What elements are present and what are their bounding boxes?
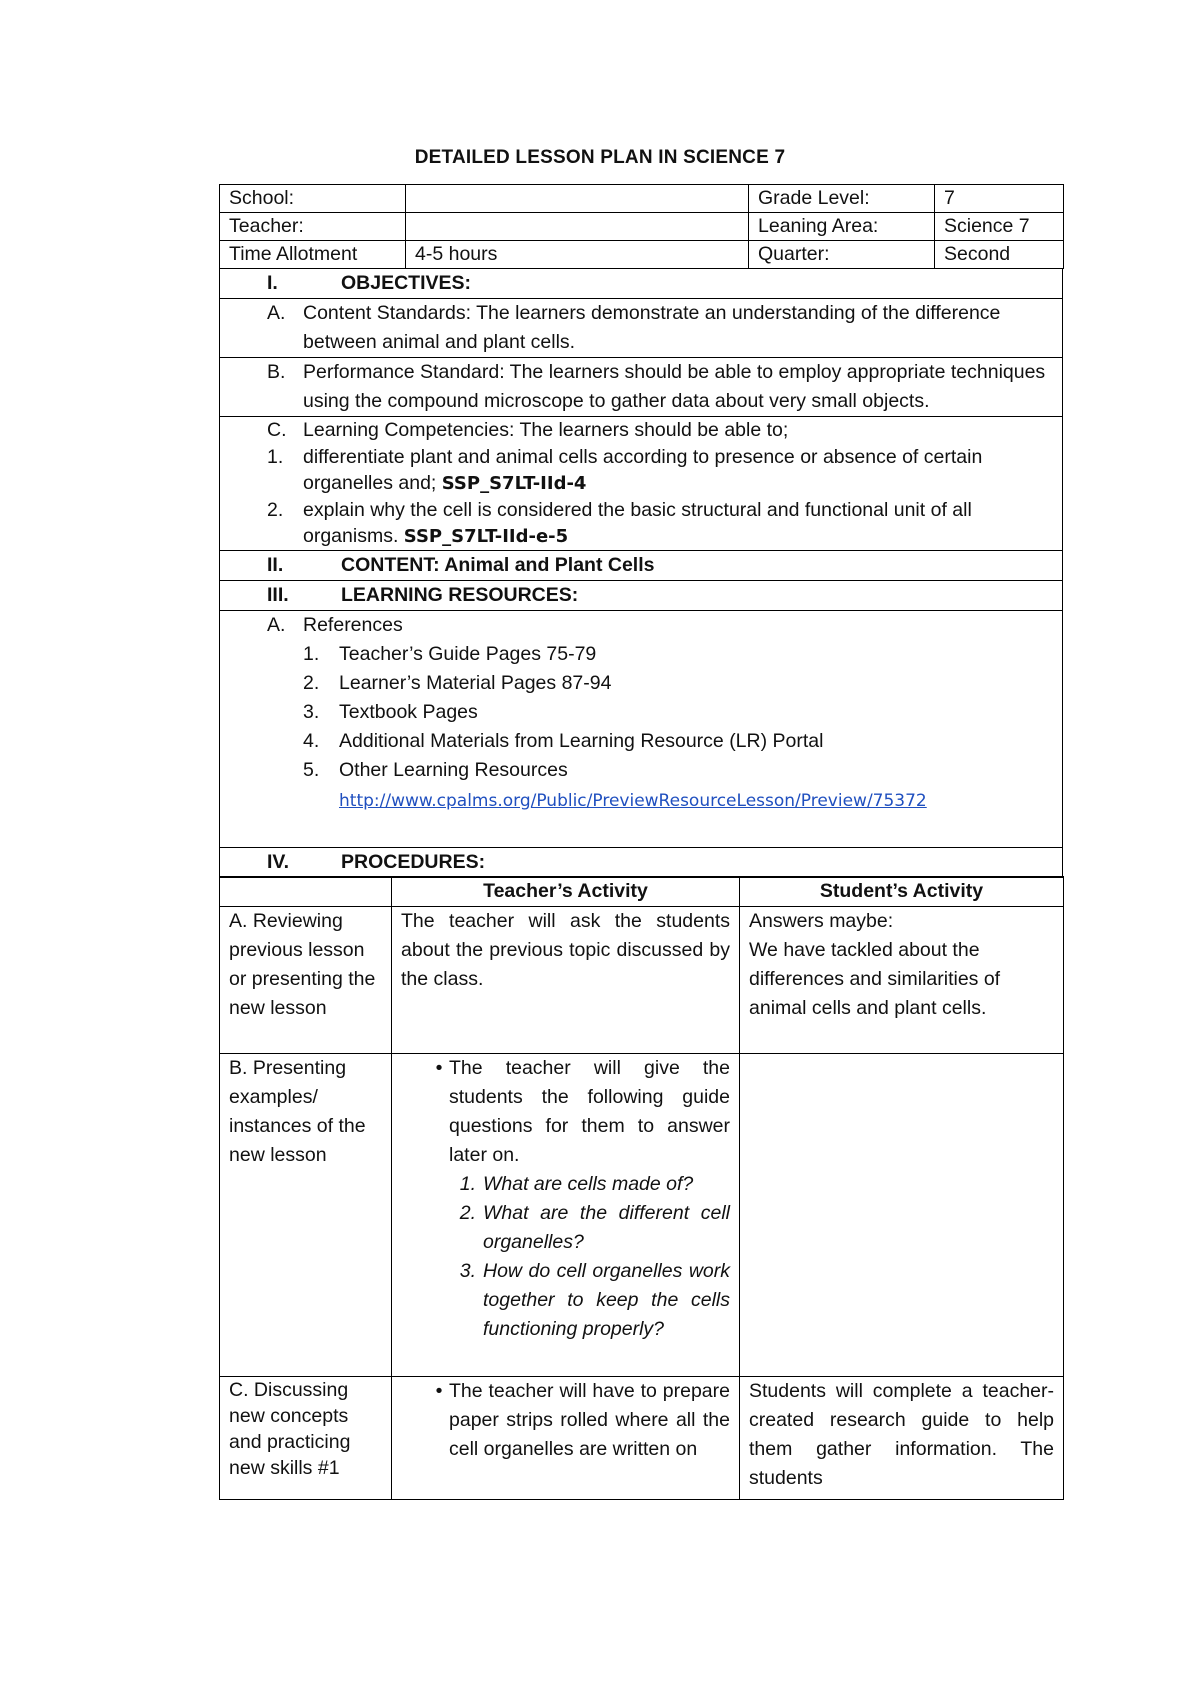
- references-cell: [220, 610, 1063, 847]
- grade-value: 7: [935, 185, 1064, 213]
- lesson-plan-table: [219, 184, 1063, 1500]
- teacher-activity: The teacher will ask the students about the previous topic discussed by the class.: [392, 907, 740, 1054]
- guide-question: 3. How do cell organelles work together to keep the cells functioning properly?: [459, 1260, 730, 1340]
- procedure-row-c: [220, 1377, 1064, 1500]
- document-title: DETAILED LESSON PLAN IN SCIENCE 7: [414, 147, 786, 168]
- guide-question: 2. What are the different cell organelles?: [459, 1202, 730, 1253]
- section-resources: [220, 580, 1063, 610]
- grade-label: Grade Level:: [749, 185, 935, 213]
- area-label: Leaning Area:: [749, 213, 935, 241]
- info-row-teacher: [220, 213, 1064, 241]
- section-objectives: [220, 268, 1063, 298]
- student-activity: Students will complete a teacher-created research guide to help them gather information. The students: [740, 1377, 1064, 1500]
- procedures-table: [219, 876, 1064, 1500]
- student-answer: We have tackled about the differences and similarities of animal cells and plant cells.: [749, 939, 1001, 1019]
- info-row-school: [220, 185, 1064, 213]
- section-content: [220, 550, 1063, 580]
- bullet-marker: •: [435, 1380, 443, 1402]
- area-value: Science 7: [935, 213, 1064, 241]
- guide-question: 1. What are cells made of?: [459, 1173, 694, 1195]
- reference-item: 4. Additional Materials from Learning Resource (LR) Portal: [303, 729, 824, 752]
- procedure-row-b: [220, 1054, 1064, 1377]
- quarter-value: Second: [935, 241, 1064, 269]
- teacher-activity: [392, 1054, 740, 1377]
- reference-item: 1. Teacher’s Guide Pages 75-79: [303, 642, 597, 665]
- time-label: Time Allotment: [220, 241, 406, 269]
- school-label: School:: [220, 185, 406, 213]
- procedure-row-a: [220, 907, 1064, 1054]
- student-activity: [740, 1054, 1064, 1377]
- info-table: [219, 184, 1064, 269]
- objective-b: [220, 357, 1063, 416]
- teacher-value: [406, 213, 749, 241]
- teacher-activity-text: The teacher will give the students the following guide questions for them to answer later on.: [449, 1057, 730, 1166]
- info-row-time: [220, 241, 1064, 269]
- teacher-activity: [392, 1377, 740, 1500]
- section-number: II.: [267, 553, 284, 576]
- section-number: III.: [267, 583, 289, 606]
- section-number: IV.: [267, 850, 290, 873]
- section-heading: CONTENT: Animal and Plant Cells: [341, 553, 655, 576]
- teacher-activity-header: Teacher’s Activity: [392, 877, 740, 907]
- bullet-marker: •: [435, 1057, 443, 1079]
- objective-c-text: Learning Competencies: The learners should be able to;: [303, 418, 789, 441]
- competency-1-code: SSP_S7LT-IId-4: [441, 472, 587, 494]
- resource-link[interactable]: http://www.cpalms.org/Public/PreviewResourceLesson/Preview/75372: [339, 790, 927, 811]
- list-marker: A.: [267, 301, 286, 324]
- section-procedures: [220, 847, 1063, 877]
- procedure-label: B. Presenting examples/ instances of the new lesson: [220, 1054, 392, 1377]
- student-activity: [740, 907, 1064, 1054]
- objective-a: [220, 298, 1063, 357]
- reference-item: 5. Other Learning Resources: [303, 758, 568, 781]
- teacher-label: Teacher:: [220, 213, 406, 241]
- list-marker: 2.: [267, 498, 284, 521]
- empty-header: [220, 877, 392, 907]
- competency-2-code: SSP_S7LT-IId-e-5: [403, 525, 569, 547]
- list-marker: C.: [267, 418, 287, 441]
- objective-c: [220, 416, 1063, 550]
- school-value: [406, 185, 749, 213]
- objective-b-text: Performance Standard: The learners should be able to employ appropriate techniques using the compound microscope to gather data about very small objects.: [303, 360, 1046, 412]
- section-heading: OBJECTIVES:: [341, 271, 472, 294]
- competency-2-text: explain why the cell is considered the basic structural and functional unit of all organisms.: [303, 498, 972, 547]
- list-marker: B.: [267, 360, 286, 383]
- section-heading: LEARNING RESOURCES:: [341, 583, 579, 606]
- student-activity-header: Student’s Activity: [740, 877, 1064, 907]
- procedures-header-row: [220, 877, 1064, 907]
- list-marker: A.: [267, 613, 286, 636]
- student-answer-intro: Answers maybe:: [749, 910, 894, 932]
- reference-item: 2. Learner’s Material Pages 87-94: [303, 671, 612, 694]
- time-value: 4-5 hours: [406, 241, 749, 269]
- reference-item: 3. Textbook Pages: [303, 700, 478, 723]
- section-number: I.: [267, 271, 278, 294]
- objective-a-text: Content Standards: The learners demonstrate an understanding of the difference between animal and plant cells.: [303, 301, 1001, 353]
- competency-1-text: differentiate plant and animal cells according to presence or absence of certain organelles and;: [303, 445, 983, 494]
- section-heading: PROCEDURES:: [341, 850, 486, 873]
- objectives-table: [219, 268, 1063, 878]
- procedure-label: A. Reviewing previous lesson or presenting the new lesson: [220, 907, 392, 1054]
- references-label: References: [303, 613, 403, 636]
- list-marker: 1.: [267, 445, 284, 468]
- procedure-label: C. Discussing new concepts and practicing new skills #1: [220, 1377, 392, 1500]
- quarter-label: Quarter:: [749, 241, 935, 269]
- teacher-activity-text: The teacher will have to prepare paper strips rolled where all the cell organelles are written on: [449, 1380, 730, 1460]
